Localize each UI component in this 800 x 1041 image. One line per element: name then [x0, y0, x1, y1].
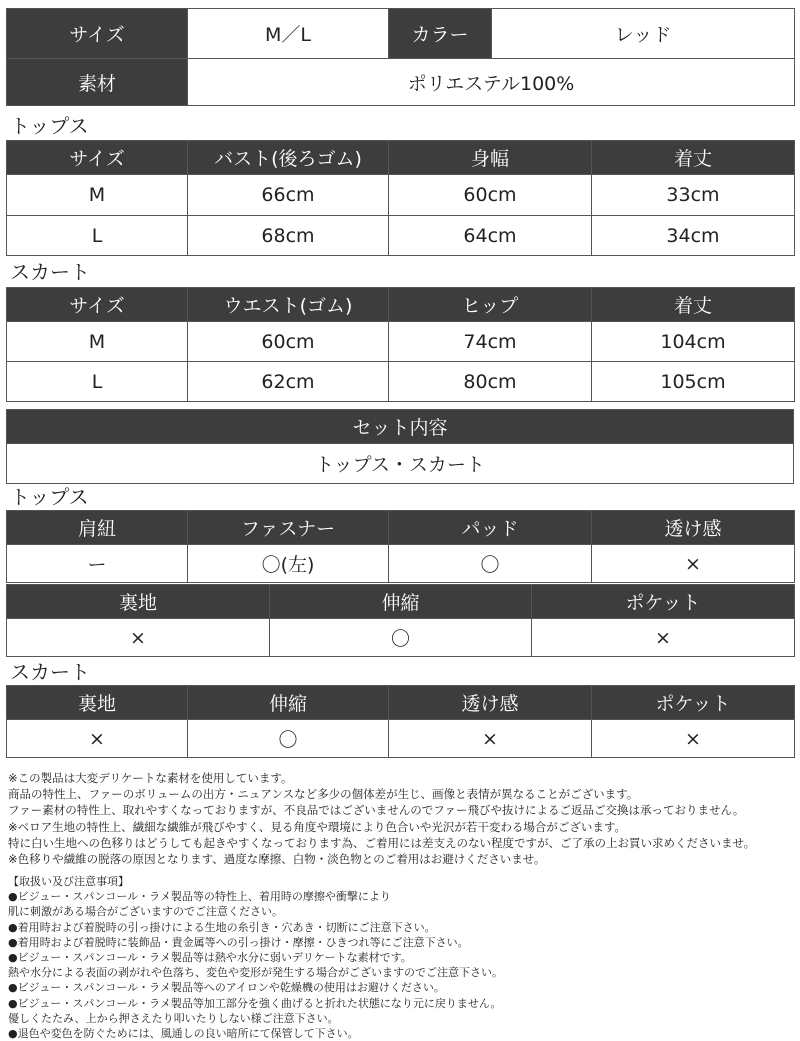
care-line: ●ビジュー・スパンコール・ラメ製品等へのアイロンや乾燥機の使用はお避けください。 — [8, 981, 445, 995]
size-value: M／L — [188, 9, 389, 59]
care-line: 肌に刺激がある場合がございますのでご注意ください。 — [8, 905, 283, 919]
color-label: カラー — [389, 9, 492, 59]
header-cell: パッド — [389, 511, 592, 545]
value-cell: 64cm — [389, 216, 592, 256]
value-cell: × — [592, 545, 795, 583]
header-cell: 身幅 — [389, 141, 592, 175]
tops-features-heading: トップス — [10, 485, 89, 509]
note-line: ※この製品は大変デリケートな素材を使用しています。 — [8, 771, 293, 785]
value-cell: 33cm — [592, 175, 795, 216]
skirt-size-table — [6, 287, 795, 402]
care-line: ●退色や変色を防ぐためには、風通しの良い暗所にて保管して下さい。 — [8, 1026, 359, 1040]
care-line: 優しくたたみ、上から押さえたり叩いたりしない様ご注意下さい。 — [8, 1011, 339, 1025]
tops-features-table — [6, 510, 795, 583]
note-line: ※色移りや繊維の脱落の原因となります、過度な摩擦、白物・淡色物とのご着用はお避けくださいませ。 — [8, 851, 546, 866]
table-row — [7, 322, 795, 362]
tops-heading: トップス — [10, 114, 89, 138]
care-line: ●ビジュー・スパンコール・ラメ製品等の特性上、着用時の摩擦や衝撃により — [8, 890, 391, 904]
header-cell: 伸縮 — [188, 686, 389, 720]
table-row — [7, 175, 795, 216]
tops-size-table — [6, 140, 795, 256]
value-cell: 80cm — [389, 362, 592, 402]
header-cell: サイズ — [7, 288, 188, 322]
table-row — [7, 362, 795, 402]
header-cell: 裏地 — [7, 686, 188, 720]
table-row — [7, 545, 795, 583]
value-cell: 60cm — [389, 175, 592, 216]
value-cell: 68cm — [188, 216, 389, 256]
care-line: ●着用時および着脱時の引っ掛けによる生地の糸引き・穴あき・切断にご注意下さい。 — [8, 920, 436, 934]
value-cell: × — [389, 720, 592, 758]
note-line: 特に白い生地への色移りはどうしても起きやすくなっております為、ご着用には差支えのない程度ですが、ご了承の上お買い求めくださいませ。 — [8, 835, 756, 850]
material-value: ポリエステル100% — [188, 59, 795, 106]
spec-table — [6, 8, 795, 106]
value-cell: 104cm — [592, 322, 795, 362]
value-cell: 〇(左) — [188, 545, 389, 583]
set-contents-table — [6, 409, 794, 484]
value-cell: × — [7, 720, 188, 758]
value-cell: 62cm — [188, 362, 389, 402]
header-cell: 透け感 — [592, 511, 795, 545]
skirt-features-table — [6, 685, 795, 758]
value-cell: × — [532, 619, 795, 657]
care-line: ●ビジュー・スパンコール・ラメ製品等加工部分を強く曲げると折れた状態になり元に戻りません。 — [8, 996, 502, 1010]
header-cell: 伸縮 — [270, 585, 532, 619]
care-line: ●着用時および着脱時に装飾品・貴金属等への引っ掛け・摩擦・ひきつれ等にご注意下さい。 — [8, 935, 469, 949]
value-cell: × — [592, 720, 795, 758]
header-cell: 透け感 — [389, 686, 592, 720]
value-cell: × — [7, 619, 270, 657]
set-contents-value: トップス・スカート — [7, 444, 794, 484]
header-cell: ヒップ — [389, 288, 592, 322]
value-cell: ー — [7, 545, 188, 583]
value-cell: 34cm — [592, 216, 795, 256]
size-cell: L — [7, 362, 188, 402]
value-cell: 60cm — [188, 322, 389, 362]
header-cell: ファスナー — [188, 511, 389, 545]
value-cell: 74cm — [389, 322, 592, 362]
header-cell: ポケット — [592, 686, 795, 720]
header-cell: 着丈 — [592, 141, 795, 175]
header-cell: 着丈 — [592, 288, 795, 322]
table-row — [7, 619, 795, 657]
tops-features-table-2 — [6, 584, 795, 657]
header-cell: ポケット — [532, 585, 795, 619]
care-line: 熱や水分による表面の剥がれや色落ち、変色や変形が発生する場合がございますのでご注意下さい。 — [8, 966, 503, 980]
product-notes — [8, 770, 755, 867]
material-label: 素材 — [7, 59, 188, 106]
size-cell: L — [7, 216, 188, 256]
value-cell: 〇 — [389, 545, 592, 583]
header-cell: ウエスト(ゴム) — [188, 288, 389, 322]
set-contents-header: セット内容 — [7, 410, 794, 444]
note-line: ※ベロア生地の特性上、繊細な繊維が飛びやすく、見る角度や環境により色合いや光沢が若干変わる場合がございます。 — [8, 819, 626, 834]
header-cell: バスト(後ろゴム) — [188, 141, 389, 175]
care-line: 【取扱い及び注意事項】 — [8, 875, 129, 888]
value-cell: 〇 — [188, 720, 389, 758]
header-cell: サイズ — [7, 141, 188, 175]
value-cell: 〇 — [270, 619, 532, 657]
color-value: レッド — [492, 9, 795, 59]
skirt-heading: スカート — [10, 260, 90, 284]
size-cell: M — [7, 322, 188, 362]
note-line: 商品の特性上、ファーのボリュームの出方・ニュアンスなど多少の個体差が生じ、画像と表情が異なることがございます。 — [8, 787, 639, 802]
care-instructions — [8, 874, 503, 1041]
value-cell: 66cm — [188, 175, 389, 216]
size-label: サイズ — [7, 9, 188, 59]
header-cell: 裏地 — [7, 585, 270, 619]
value-cell: 105cm — [592, 362, 795, 402]
care-line: ●ビジュー・スパンコール・ラメ製品等は熱や水分に弱いデリケートな素材です。 — [8, 950, 412, 964]
size-cell: M — [7, 175, 188, 216]
note-line: ファー素材の特性上、取れやすくなっておりますが、不良品ではございませんのでファー飛びや抜けによるご返品ご交換は承っておりません。 — [8, 803, 745, 818]
table-row — [7, 216, 795, 256]
table-row — [7, 720, 795, 758]
header-cell: 肩紐 — [7, 511, 188, 545]
skirt-features-heading: スカート — [10, 660, 90, 684]
